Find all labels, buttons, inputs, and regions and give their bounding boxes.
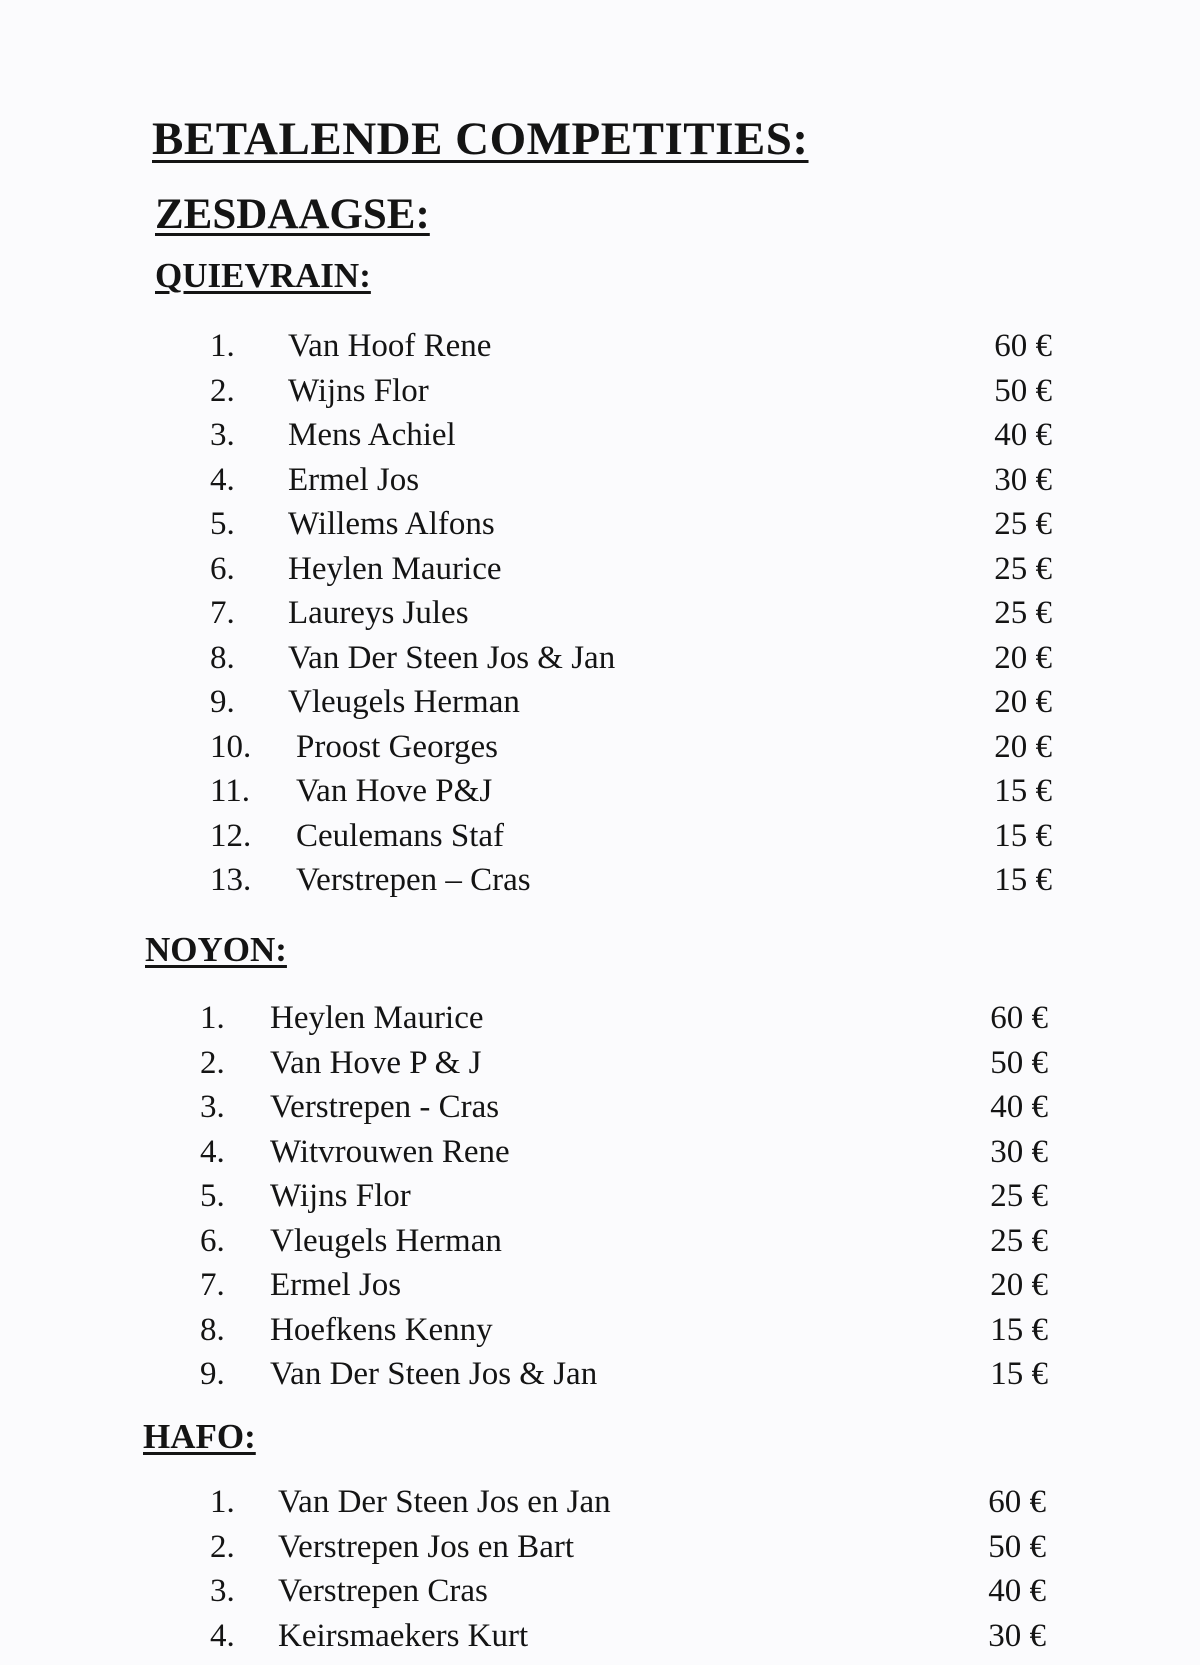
list-item <box>210 595 1052 640</box>
rank-number: 11. <box>210 773 251 809</box>
list-item <box>210 551 1052 596</box>
list-item <box>210 729 1052 774</box>
list-item <box>210 1573 1046 1618</box>
list-item <box>210 818 1052 863</box>
prize-amount: 20 € <box>994 684 1052 720</box>
participant-name: Ermel Jos <box>288 461 420 498</box>
list-item <box>200 1134 1048 1179</box>
rank-number: 1. <box>210 1484 235 1520</box>
prize-amount: 15 € <box>994 773 1052 809</box>
participant-name: Verstrepen Jos en Bart <box>278 1528 575 1565</box>
rank-number: 12. <box>210 817 252 854</box>
prize-amount: 40 € <box>994 417 1052 453</box>
participant-name: Mens Achiel <box>288 417 456 453</box>
list-item <box>210 1484 1046 1529</box>
list-item <box>200 1267 1048 1312</box>
rank-number: 2. <box>210 372 235 409</box>
prize-amount: 60 € <box>994 328 1052 364</box>
list-item <box>210 1529 1046 1574</box>
prize-amount: 60 € <box>988 1484 1046 1520</box>
prize-amount: 20 € <box>994 728 1052 765</box>
list-item <box>200 1223 1048 1268</box>
participant-name: Ermel Jos <box>270 1267 402 1303</box>
prize-amount: 50 € <box>990 1044 1048 1081</box>
competition-subtitle: ZESDAAGSE: <box>155 191 430 238</box>
prize-amount: 25 € <box>990 1222 1048 1259</box>
prize-amount: 60 € <box>990 1000 1048 1036</box>
list-item <box>210 862 1052 907</box>
participant-name: Vleugels Herman <box>270 1222 502 1259</box>
participant-name: Van Hoof Rene <box>288 328 492 364</box>
ranking-list-quievrain <box>210 328 1052 907</box>
participant-name: Heylen Maurice <box>270 1000 484 1036</box>
participant-name: Ceulemans Staf <box>296 817 505 854</box>
rank-number: 1. <box>210 328 235 364</box>
list-item <box>210 373 1052 418</box>
prize-amount: 50 € <box>994 372 1052 409</box>
participant-name: Van Der Steen Jos & Jan <box>288 639 616 676</box>
rank-number: 3. <box>210 1573 235 1609</box>
participant-name: Van Der Steen Jos en Jan <box>278 1484 611 1520</box>
ranking-list-hafo <box>210 1484 1046 1662</box>
prize-amount: 40 € <box>988 1573 1046 1609</box>
list-item <box>210 417 1052 462</box>
list-item <box>200 1312 1048 1357</box>
rank-number: 5. <box>200 1178 225 1214</box>
rank-number: 4. <box>200 1133 225 1170</box>
list-item <box>200 1356 1048 1401</box>
rank-number: 7. <box>210 595 235 631</box>
participant-name: Verstrepen – Cras <box>296 862 531 898</box>
prize-amount: 20 € <box>994 639 1052 676</box>
participant-name: Heylen Maurice <box>288 550 502 587</box>
prize-amount: 40 € <box>990 1089 1048 1125</box>
prize-amount: 15 € <box>994 862 1052 898</box>
rank-number: 4. <box>210 461 235 498</box>
rank-number: 9. <box>210 684 235 720</box>
list-item <box>200 1045 1048 1090</box>
prize-amount: 25 € <box>990 1178 1048 1214</box>
rank-number: 9. <box>200 1356 225 1392</box>
participant-name: Vleugels Herman <box>288 684 520 720</box>
participant-name: Willems Alfons <box>288 506 495 542</box>
rank-number: 8. <box>210 639 235 676</box>
participant-name: Van Der Steen Jos & Jan <box>270 1356 598 1392</box>
rank-number: 5. <box>210 506 235 542</box>
list-item <box>210 773 1052 818</box>
participant-name: Verstrepen Cras <box>278 1573 488 1609</box>
list-item <box>210 462 1052 507</box>
rank-number: 1. <box>200 1000 225 1036</box>
section-heading-hafo: HAFO: <box>143 1417 256 1456</box>
prize-amount: 15 € <box>994 817 1052 854</box>
participant-name: Wijns Flor <box>270 1178 411 1214</box>
rank-number: 2. <box>210 1528 235 1565</box>
rank-number: 10. <box>210 728 252 765</box>
section-heading-noyon: NOYON: <box>145 930 287 969</box>
prize-amount: 20 € <box>990 1267 1048 1303</box>
list-item <box>200 1089 1048 1134</box>
rank-number: 6. <box>200 1222 225 1259</box>
participant-name: Proost Georges <box>296 728 498 765</box>
list-item <box>210 328 1052 373</box>
participant-name: Hoefkens Kenny <box>270 1311 493 1348</box>
rank-number: 4. <box>210 1617 235 1654</box>
prize-amount: 30 € <box>988 1617 1046 1654</box>
participant-name: Van Hove P&J <box>296 773 493 809</box>
list-item <box>210 640 1052 685</box>
prize-amount: 30 € <box>990 1133 1048 1170</box>
participant-name: Laureys Jules <box>288 595 469 631</box>
section-heading-quievrain: QUIEVRAIN: <box>155 256 371 295</box>
list-item <box>210 506 1052 551</box>
prize-amount: 25 € <box>994 506 1052 542</box>
rank-number: 3. <box>210 417 235 453</box>
list-item <box>210 684 1052 729</box>
participant-name: Wijns Flor <box>288 372 429 409</box>
list-item <box>210 1618 1046 1663</box>
list-item <box>200 1000 1048 1045</box>
prize-amount: 15 € <box>990 1311 1048 1348</box>
rank-number: 7. <box>200 1267 225 1303</box>
participant-name: Keirsmaekers Kurt <box>278 1617 529 1654</box>
rank-number: 3. <box>200 1089 225 1125</box>
page-title: BETALENDE COMPETITIES: <box>152 113 809 165</box>
participant-name: Witvrouwen Rene <box>270 1133 510 1170</box>
list-item <box>200 1178 1048 1223</box>
participant-name: Verstrepen - Cras <box>270 1089 500 1125</box>
rank-number: 6. <box>210 550 235 587</box>
rank-number: 2. <box>200 1044 225 1081</box>
rank-number: 8. <box>200 1311 225 1348</box>
prize-amount: 25 € <box>994 595 1052 631</box>
prize-amount: 15 € <box>990 1356 1048 1392</box>
participant-name: Van Hove P & J <box>270 1044 482 1081</box>
ranking-list-noyon <box>200 1000 1048 1401</box>
prize-amount: 25 € <box>994 550 1052 587</box>
rank-number: 13. <box>210 862 252 898</box>
prize-amount: 30 € <box>994 461 1052 498</box>
prize-amount: 50 € <box>988 1528 1046 1565</box>
